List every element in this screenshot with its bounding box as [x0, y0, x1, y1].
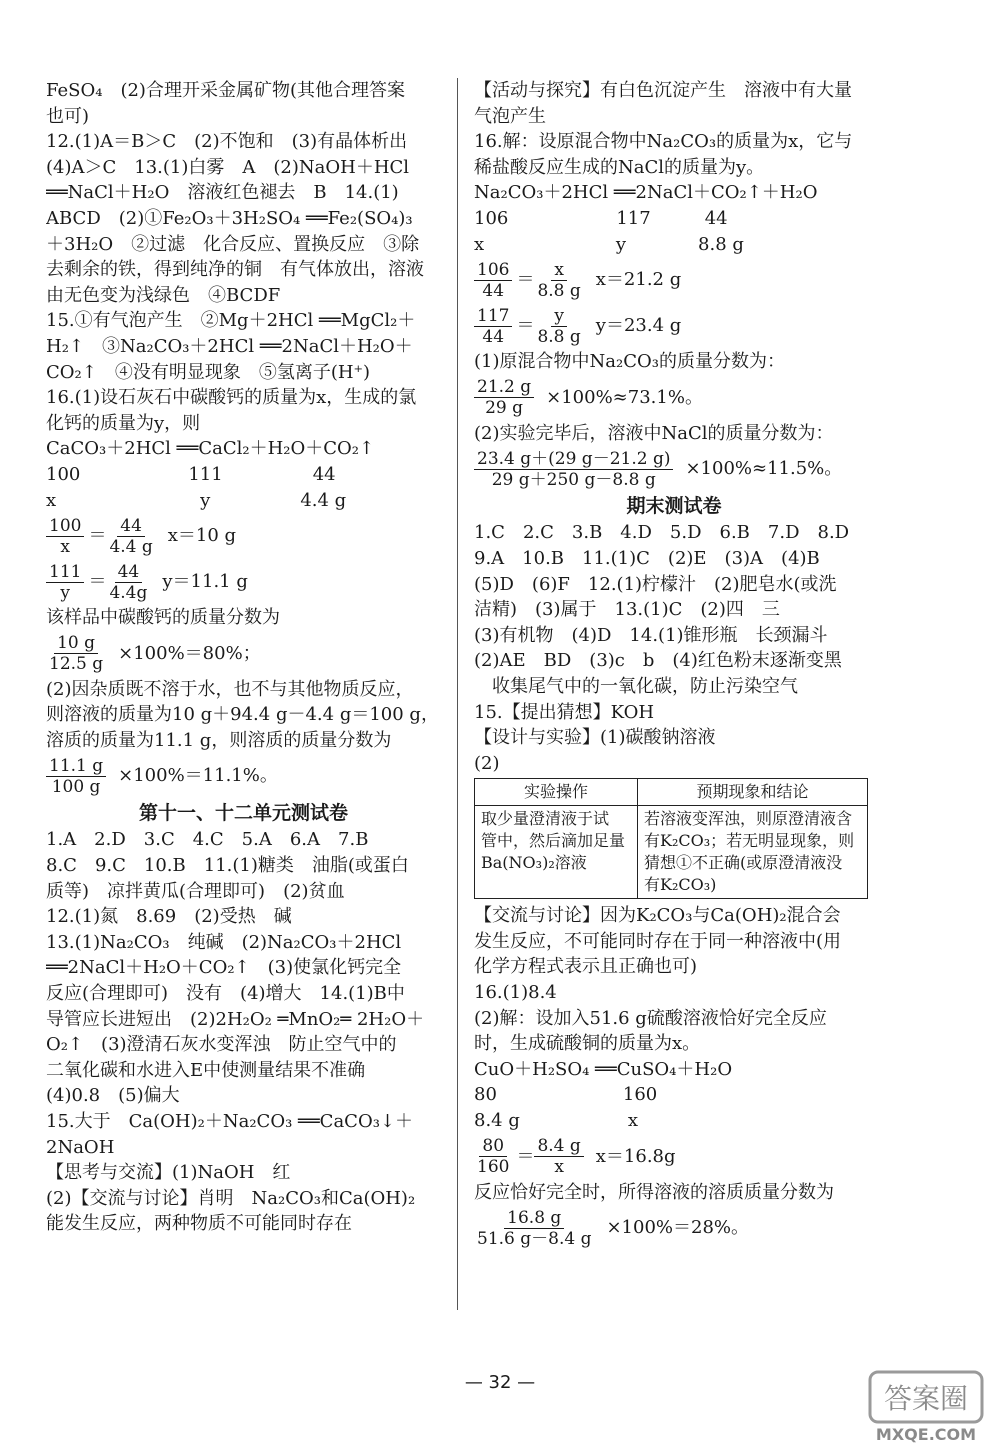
table-cell-line: Ba(NO₃)₂溶液 — [481, 853, 587, 873]
text-line: 也可) — [46, 105, 90, 127]
fraction — [474, 449, 673, 490]
text-line: 106 117 44 — [474, 207, 728, 229]
fraction-tail: x＝21.2 g — [595, 269, 682, 291]
text-line: 100 111 44 — [46, 463, 336, 485]
equals-sign: ＝ — [516, 315, 535, 337]
text-line: (2)【交流与讨论】肖明 Na₂CO₃和Ca(OH)₂ — [46, 1187, 416, 1209]
fraction — [534, 306, 583, 347]
fraction-line — [474, 1205, 874, 1251]
text-line: 16.(1)8.4 — [474, 982, 557, 1004]
fraction — [46, 516, 84, 557]
left-column — [46, 78, 441, 1237]
table-cell-line: 管中，然后滴加足量 — [481, 831, 626, 851]
fraction — [46, 562, 84, 603]
text-line: CO₂↑ ④没有明显现象 ⑤氢离子(H⁺) — [46, 361, 371, 383]
fraction-numerator: 106 — [474, 260, 512, 281]
table-cell-line: 若溶液变浑浊，则原澄清液含 — [644, 809, 853, 829]
fraction-numerator: 16.8 g — [504, 1208, 564, 1229]
text-line: 化钙的质量为y，则 — [46, 412, 201, 434]
watermark-logo — [866, 1368, 986, 1446]
fraction-tail: x＝10 g — [167, 525, 237, 547]
text-line: 稀盐酸反应生成的NaCl的质量为y。 — [474, 156, 765, 178]
fraction-tail: ×100%＝28%。 — [606, 1217, 750, 1239]
fraction-denominator: 160 — [477, 1157, 510, 1178]
text-line: H₂↑ ③Na₂CO₃＋2HCl ══2NaCl＋H₂O＋ — [46, 335, 413, 357]
table-cell-line: 有K₂CO₃) — [644, 875, 717, 895]
text-line: 二氧化碳和水进入E中使测量结果不准确 — [46, 1059, 366, 1081]
fraction-denominator: 4.4 g — [109, 536, 153, 557]
text-line: 发生反应，不可能同时存在于同一种溶液中(用 — [474, 930, 842, 952]
text-line: 收集尾气中的一氧化碳，防止污染空气 — [474, 675, 798, 697]
fraction-tail: ×100%≈73.1%。 — [546, 386, 703, 408]
fraction — [106, 516, 155, 557]
text-line: 15.【提出猜想】KOH — [474, 701, 655, 723]
fraction-numerator: x — [551, 260, 567, 281]
fraction-numerator: 111 — [46, 562, 84, 583]
text-line: (1)原混合物中Na₂CO₃的质量分数为： — [474, 351, 785, 373]
text-line: CuO＋H₂SO₄ ══CuSO₄＋H₂O — [474, 1058, 733, 1080]
fraction-line — [46, 513, 441, 559]
fraction-line — [474, 257, 874, 303]
text-line: 15.大于 Ca(OH)₂＋Na₂CO₃ ══CaCO₃↓＋ — [46, 1111, 414, 1132]
text-line: 1.A 2.D 3.C 4.C 5.A 6.A 7.B — [46, 829, 369, 851]
text-line: O₂↑ (3)澄清石灰水变浑浊 防止空气中的 — [46, 1034, 397, 1056]
fraction-line — [46, 559, 441, 605]
fraction-numerator: 80 — [479, 1136, 507, 1157]
text-line: 13.(1)Na₂CO₃ 纯碱 (2)Na₂CO₃＋2HCl — [46, 931, 402, 953]
fraction-denominator: 8.8 g — [537, 326, 581, 347]
text-line: 2NaOH — [46, 1136, 115, 1158]
fraction — [474, 1208, 594, 1249]
fraction-numerator: 10 g — [54, 633, 98, 654]
fraction-denominator: 4.4g — [109, 582, 148, 603]
text-line: 16.解：设原混合物中Na₂CO₃的质量为x，它与 — [474, 131, 853, 153]
text-line: 洁精) (3)属于 13.(1)C (2)四 三 — [474, 599, 780, 621]
text-line: 反应(合理即可) 没有 (4)增大 14.(1)B中 — [46, 983, 405, 1005]
fraction-numerator: 23.4 g＋(29 g－21.2 g) — [474, 449, 673, 470]
text-line: (2)AE BD (3)c b (4)红色粉末逐渐变黑 — [474, 650, 842, 672]
text-line: (2)因杂质既不溶于水，也不与其他物质反应， — [46, 678, 414, 700]
fraction-tail: x＝16.8g — [595, 1145, 676, 1167]
text-line: 【思考与交流】(1)NaOH 红 — [46, 1162, 291, 1184]
fraction-denominator: 100 g — [51, 776, 101, 797]
watermark-top-text: 答案圈 — [883, 1382, 969, 1415]
watermark-bottom-text: MXQE.COM — [875, 1425, 977, 1444]
fraction-numerator: 117 — [474, 306, 512, 327]
equals-sign: ＝ — [88, 571, 107, 593]
text-line: 【活动与探究】有白色沉淀产生 溶液中有大量 — [474, 80, 852, 101]
fraction-tail: ×100%＝80%； — [118, 642, 261, 664]
fraction — [534, 1136, 583, 1177]
fraction-denominator: 44 — [482, 326, 505, 347]
table-cell — [638, 806, 868, 899]
text-line: ABCD (2)①Fe₂O₃＋3H₂SO₄ ══Fe₂(SO₄)₃ — [46, 207, 413, 229]
text-line: 则溶液的质量为10 g＋94.4 g－4.4 g＝100 g， — [46, 704, 439, 726]
text-line: Na₂CO₃＋2HCl ══2NaCl＋CO₂↑＋H₂O — [474, 182, 818, 204]
table-cell — [475, 806, 638, 899]
table-cell-line: 有K₂CO₃；若无明显现象，则 — [644, 831, 855, 851]
equals-sign: ＝ — [88, 525, 107, 547]
fraction — [474, 377, 534, 418]
fraction-numerator: y — [551, 306, 567, 327]
fraction — [474, 306, 512, 347]
text-line: 【交流与讨论】因为K₂CO₃与Ca(OH)₂混合会 — [474, 905, 841, 927]
text-line: 时，生成硫酸铜的质量为x。 — [474, 1033, 701, 1055]
text-line: 【设计与实验】(1)碳酸钠溶液 — [474, 727, 716, 749]
text-line: (2) — [474, 752, 500, 774]
text-line: CaCO₃＋2HCl ══CaCl₂＋H₂O＋CO₂↑ — [46, 438, 375, 460]
fraction — [474, 1136, 512, 1177]
fraction-denominator: 51.6 g－8.4 g — [477, 1228, 592, 1249]
text-line: 8.4 g x — [474, 1110, 639, 1132]
fraction-denominator: y — [60, 582, 71, 603]
fraction-denominator: 8.8 g — [537, 280, 581, 301]
table-header: 实验操作 — [475, 779, 638, 806]
text-line: 去剩余的铁，得到纯净的铜 有气体放出，溶液 — [46, 259, 424, 281]
fraction-tail: ×100%＝11.1%。 — [118, 765, 278, 787]
fraction-numerator: 100 — [46, 516, 84, 537]
section-title: 第十一、十二单元测试卷 — [138, 802, 348, 825]
text-line: (4)A＞C 13.(1)白雾 A (2)NaOH＋HCl — [46, 156, 410, 178]
fraction — [46, 756, 106, 797]
text-line: 化学方程式表示且正确也可) — [474, 956, 698, 978]
text-line: (2)实验完毕后，溶液中NaCl的质量分数为： — [474, 422, 834, 444]
fraction-tail: ×100%≈11.5%。 — [685, 458, 843, 480]
text-line: 能发生反应，两种物质不可能同时存在 — [46, 1213, 352, 1235]
fraction-tail: y＝23.4 g — [595, 315, 682, 337]
text-line: 80 160 — [474, 1084, 658, 1106]
text-line: ＋3H₂O ②过滤 化合反应、置换反应 ③除 — [46, 233, 420, 255]
section-title: 期末测试卷 — [626, 495, 722, 518]
table-cell-line: 猜想①不正确(或原澄清液没 — [644, 853, 843, 873]
fraction — [474, 260, 512, 301]
text-line: 气泡产生 — [474, 105, 546, 127]
text-line: 质等) 凉拌黄瓜(合理即可) (2)贫血 — [46, 880, 345, 902]
fraction-numerator: 21.2 g — [474, 377, 534, 398]
fraction-line — [46, 753, 441, 799]
text-line: ══2NaCl＋H₂O＋CO₂↑ (3)使氯化钙完全 — [46, 957, 402, 979]
fraction-line — [46, 631, 441, 677]
text-line: 8.C 9.C 10.B 11.(1)糖类 油脂(或蛋白 — [46, 855, 409, 877]
fraction-tail: y＝11.1 g — [162, 571, 248, 593]
text-line: (3)有机物 (4)D 14.(1)锥形瓶 长颈漏斗 — [474, 624, 828, 646]
fraction-line — [474, 446, 874, 492]
column-divider — [457, 78, 458, 1310]
text-line: 12.(1)氮 8.69 (2)受热 碱 — [46, 906, 292, 928]
fraction-denominator: x — [554, 1157, 564, 1178]
text-line: 1.C 2.C 3.B 4.D 5.D 6.B 7.D 8.D — [474, 522, 850, 544]
fraction-line — [474, 1134, 874, 1180]
text-line: FeSO₄ (2)合理开采金属矿物(其他合理答案 — [46, 80, 405, 101]
right-column — [474, 78, 874, 1251]
table-header: 预期现象和结论 — [638, 779, 868, 806]
text-line: 该样品中碳酸钙的质量分数为 — [46, 607, 280, 629]
fraction-line — [474, 375, 874, 421]
text-line: 导管应长进短出 (2)2H₂O₂ ═MnO₂═ 2H₂O＋ — [46, 1008, 425, 1030]
text-line: 12.(1)A＝B＞C (2)不饱和 (3)有晶体析出 — [46, 131, 408, 153]
text-line: 溶质的质量为11.1 g，则溶质的质量分数为 — [46, 729, 392, 751]
fraction-numerator: 44 — [117, 516, 145, 537]
fraction — [46, 633, 106, 674]
text-line: ══NaCl＋H₂O 溶液红色褪去 B 14.(1) — [46, 182, 399, 204]
fraction-denominator: x — [60, 536, 71, 557]
text-line: x y 8.8 g — [474, 233, 744, 255]
fraction-line — [474, 303, 874, 349]
experiment-table — [474, 778, 868, 899]
text-line: x y 4.4 g — [46, 489, 347, 511]
equals-sign: ＝ — [516, 269, 535, 291]
fraction — [534, 260, 583, 301]
fraction-denominator: 29 g＋250 g－8.8 g — [491, 469, 656, 490]
fraction-denominator: 44 — [482, 280, 505, 301]
text-line: (4)0.8 (5)偏大 — [46, 1085, 180, 1107]
text-line: 9.A 10.B 11.(1)C (2)E (3)A (4)B — [474, 547, 820, 569]
text-line: (2)解：设加入51.6 g硫酸溶液恰好完全反应 — [474, 1007, 827, 1029]
equals-sign: ＝ — [516, 1145, 535, 1167]
fraction-denominator: 12.5 g — [49, 654, 104, 675]
page-number: — 32 — — [464, 1372, 536, 1393]
fraction-numerator: 8.4 g — [534, 1136, 583, 1157]
fraction — [106, 562, 150, 603]
table-cell-line: 取少量澄清液于试 — [481, 809, 610, 829]
fraction-numerator: 11.1 g — [46, 756, 106, 777]
text-line: 反应恰好完全时，所得溶液的溶质质量分数为 — [474, 1181, 834, 1203]
text-line: (5)D (6)F 12.(1)柠檬汁 (2)肥皂水(或洗 — [474, 573, 837, 595]
text-line: 16.(1)设石灰石中碳酸钙的质量为x，生成的氯 — [46, 387, 417, 409]
text-line: 由无色变为浅绿色 ④BCDF — [46, 284, 281, 306]
fraction-numerator: 44 — [115, 562, 143, 583]
text-line: 15.①有气泡产生 ②Mg＋2HCl ══MgCl₂＋ — [46, 310, 416, 332]
fraction-denominator: 29 g — [485, 398, 524, 419]
